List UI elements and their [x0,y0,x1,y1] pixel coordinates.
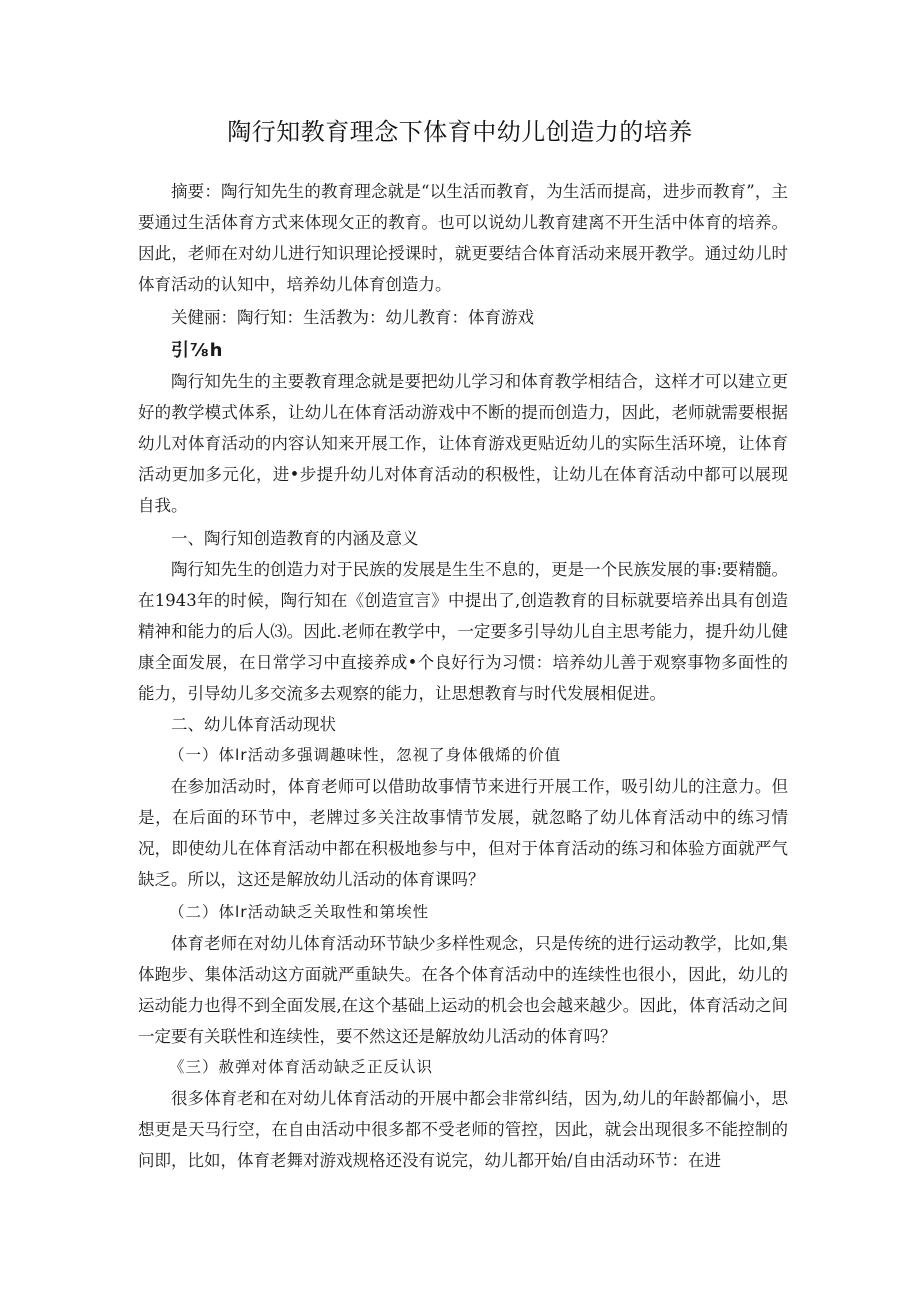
subsection2-heading: （二）体lr活动缺乏关取性和第埃性 [169,903,430,921]
subsection1-heading: （一）体lr活动多强调趣味性，忽视了身体俄烯的价值 [169,746,562,764]
keywords-line: 关健丽：陶行知：生活教为：幼儿教育：体育游戏 [171,308,534,327]
section2-heading: 二、幼儿体育活动现状 [171,715,336,734]
intro-heading: 引⅞h [171,340,224,361]
section1-paragraph: 陶行知先生的创造力对于民族的发展是生生不息的，更是一个民族发展的事:要精髓。在1943年的时候，陶行知在《创造宣言》中提出了,创造教育的目标就要培养出具有创造精神和能力的后人⑶。因此.老师在教学中，一定要多引导幼儿自主思考能力，提升幼儿健康全面发展，在日常学习中直接养成•个良好行为习惯：培养幼儿善于观察事物多面性的能力，引导幼儿多交流多去观察的能力，让思想教育与时代发展相促进。 [138,560,788,703]
subsection1-paragraph: 在参加活动时，体育老师可以借助故事情节来进行开展工作，吸引幼儿的注意力。但是，在后面的环节中，老牌过多关注故事情节发展，就忽略了幼儿体育活动中的练习情况，即使幼儿在体育活动中都在积极地参与中，但对于体育活动的练习和体验方面就严气缺乏。所以，这还是解放幼儿活动的体育课吗？ [138,777,788,889]
abstract-paragraph: 摘要：陶行知先生的教育理念就是“以生活而教育，为生活而提高，进步而教育”，主要通过生活体育方式来体现攵正的教育。也可以说幼儿教育建离不开生活中体育的培养。因此，老师在对幼儿进行知识理论授课时，就更要结合体育活动来展开教学。通过幼儿时体育活动的认知中，培养幼儿体育创造力。 [138,182,788,294]
document-body [138,176,788,1176]
intro-paragraph: 陶行知先生的主要教育理念就是要把幼儿学习和体育教学相结合，这样才可以建立更好的教学模式体系，让幼儿在体育活动游戏中不断的提而创造力，因此，老师就需要根据幼儿对体育活动的内容认知来开展工作，让体育游戏更贴近幼儿的实际生活环境，让体育活动更加多元化，进•步提升幼儿对体育活动的积极性，让幼儿在体育活动中都可以展现自我。 [138,372,788,515]
subsection3-paragraph: 很多体育老和在对幼儿体育活动的开展中都会非常纠结，因为,幼儿的年龄都偏小，思想更是天马行空，在自由活动中很多都不受老师的管控，因此，就会出现很多不能控制的问即，比如，体育老舞对游戏规格还没有说完，幼儿都开始/自由活动环节：在进 [138,1089,788,1170]
subsection2-paragraph: 体育老师在对幼儿体育活动环节缺少多样性观念，只是传统的进行运动教学，比如,集体跑步、集体活动这方面就严重缺失。在各个体育活动中的连续性也很小，因此，幼儿的运动能力也得不到全面发展,在这个基础上运动的机会也会越来越少。因此，体育活动之间一定要有关联性和连续性，要不然这还是解放幼儿活动的体育吗？ [138,934,788,1046]
intro-heading-line [138,335,788,366]
section1-heading: 一、陶行知创造教育的内涵及意义 [171,529,419,548]
subsection3-heading: 《三）赦弹对体育活动缺乏正反认识 [169,1058,434,1076]
document-title: 陶行知教育理念下体育中幼儿创造力的培养 [227,118,693,146]
